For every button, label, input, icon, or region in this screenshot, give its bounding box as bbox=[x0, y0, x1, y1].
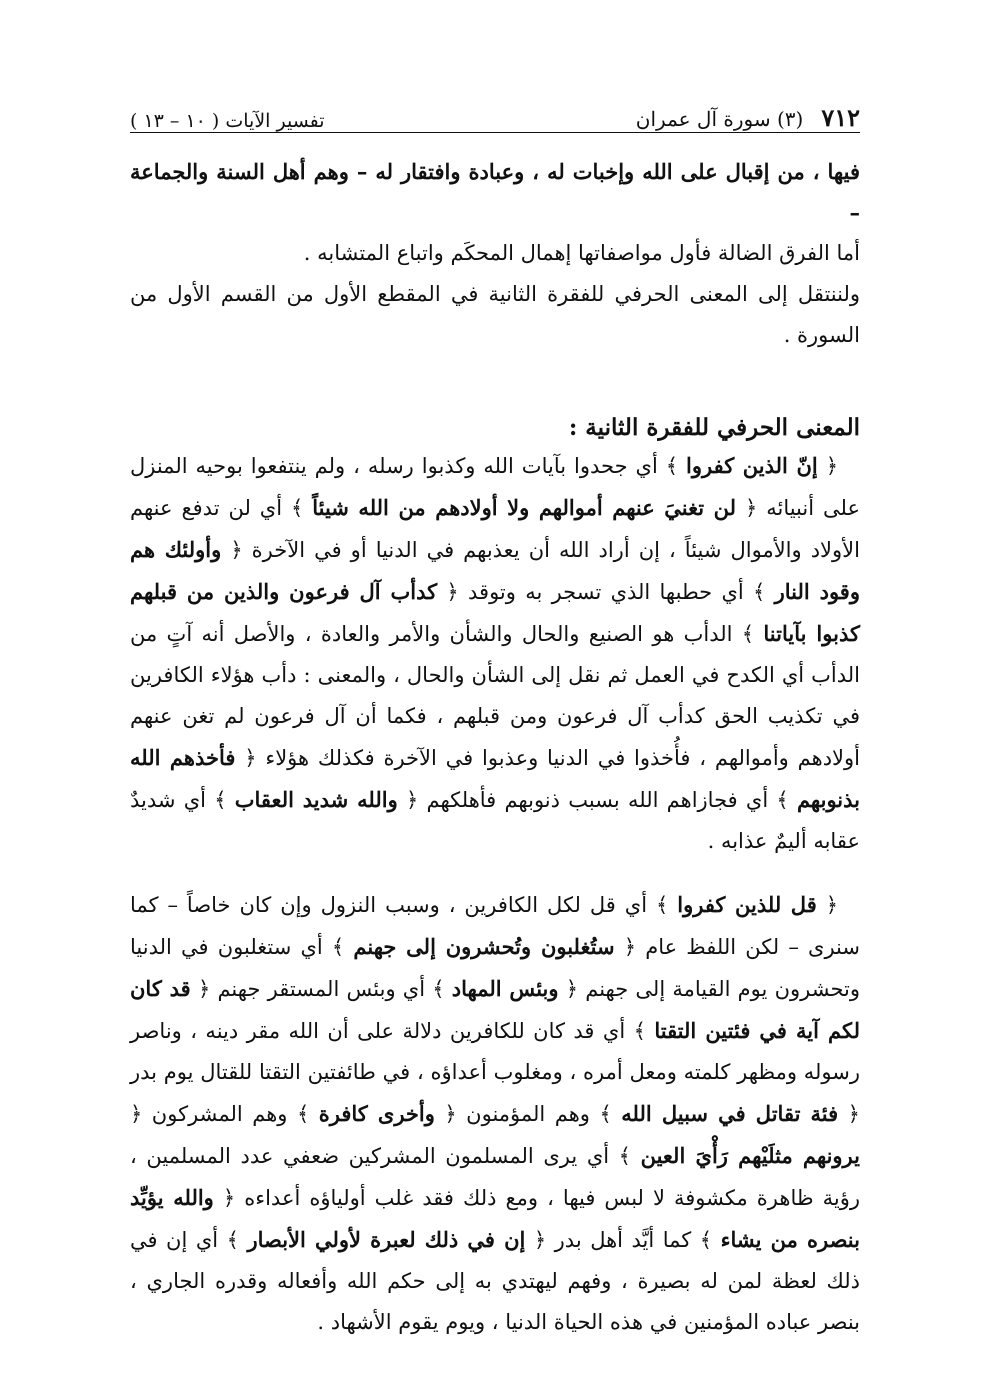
commentary-text: ﴾ كما أيَّد أهل بدر ﴿ bbox=[525, 1228, 721, 1252]
commentary-text: ﴾ الدأب هو الصنيع والحال والشأن والأمر والعادة ، والأصل أنه آتٍ من الدأب أي الكدح في العمل ثم نقل إلى الشأن والحال ، والمعنى : دأب هؤلاء الكافرين في تكذيب الحق كدأب آل فرعون ومن قبلهم ، فكما أن آل فرعون لم تغن عنهم أولادهم وأموالهم ، فأُخذوا في الدنيا وعذبوا في الآخرة فكذلك هؤلاء ﴿ bbox=[130, 622, 860, 770]
surah-title: (٣) سورة آل عمران bbox=[635, 107, 804, 131]
commentary-text: ﴾ أي إن في ذلك لعظة لمن له بصيرة ، وفهم ليهتدي به إلى حكم الله وأفعاله وقدره الجاري ، بنصر عباده المؤمنين في هذه الحياة الدنيا ، ويوم يقوم الأشهاد . bbox=[130, 1228, 860, 1334]
book-page bbox=[130, 70, 860, 1350]
section-range: تفسير الآيات ( ١٠ – ١٣ ) bbox=[130, 110, 325, 132]
quran-verse-text: يرونهم مثلَيْهم رَأْيَ العين bbox=[640, 1143, 860, 1168]
commentary-text: ﴿ bbox=[816, 893, 838, 917]
commentary-text: ﴾ أي جحدوا بآيات الله وكذبوا رسله ، ولم ينتفعوا بوحيه المنزل على أنبيائه ﴿ bbox=[130, 454, 860, 520]
quran-verse-text: فئة تقاتل في سبيل الله bbox=[621, 1101, 839, 1126]
quran-verse-text: وأولئك هم وقود النار bbox=[130, 537, 860, 604]
commentary-text: ﴾ أي فجازاهم الله بسبب ذنوبهم فأهلكهم ﴿ bbox=[397, 788, 797, 812]
commentary-text: ﴿ bbox=[817, 454, 838, 478]
page-number: ٧١٢ bbox=[821, 103, 860, 132]
section-heading: المعنى الحرفي للفقرة الثانية : bbox=[568, 414, 860, 441]
commentary-text: ﴾ أي حطبها الذي تسجر به وتوقد ﴿ bbox=[437, 580, 775, 604]
commentary-text: ﴾ وهم المشركون ﴿ bbox=[130, 1102, 319, 1126]
quran-verse-text: قد كان لكم آية في فئتين التقتا bbox=[130, 976, 860, 1043]
intro-line-2: أما الفرق الضالة فأول مواصفاتها إهمال المحكَم واتباع المتشابه . bbox=[303, 241, 860, 265]
commentary-text: ﴾ أي ستغلبون في الدنيا وتحشرون يوم القيامة إلى جهنم ﴿ bbox=[130, 935, 860, 1001]
quran-verse-text: والله يؤيِّد بنصره من يشاء bbox=[130, 1185, 860, 1252]
commentary-text: ﴾ وهم المؤمنون ﴿ bbox=[434, 1102, 622, 1126]
quran-verse-text: والله شديد العقاب bbox=[234, 787, 398, 812]
paragraph-gap bbox=[130, 862, 860, 884]
quran-verse-text: ستُغلبون وتُحشرون إلى جهنم bbox=[353, 934, 615, 959]
commentary-text: ﴾ أي يرى المسلمون المشركين ضعفي عدد المسلمين ، رؤية ظاهرة مكشوفة لا لبس فيها ، ومع ذلك فقد غلب أولياؤه أعداءه ﴿ bbox=[130, 1144, 860, 1210]
quran-verse-text: قل للذين كفروا bbox=[677, 892, 817, 917]
intro-line-1: فيها ، من إقبال على الله وإخبات له ، وعبادة وافتقار له – وهم أهل السنة والجماعة – bbox=[130, 159, 860, 225]
quran-verse-text: وبئس المهاد bbox=[451, 976, 559, 1001]
commentary-text: ﴾ أي قد كان للكافرين دلالة على أن الله مقر دينه ، وناصر رسوله ومظهر كلمته ومعل أمره ، ومغلوب أعداؤه ، في طائفتين التقتا للقتال يوم بدر ﴿ bbox=[130, 1019, 860, 1126]
commentary-paragraph-1 bbox=[130, 445, 860, 862]
quran-verse-text: إنّ الذين كفروا bbox=[686, 453, 818, 478]
quran-verse-text: لن تغنيَ عنهم أموالهم ولا أولادهم من الله شيئاً bbox=[312, 495, 737, 520]
quran-verse-text: فأخذهم الله بذنوبهم bbox=[130, 745, 861, 812]
intro-block bbox=[130, 151, 860, 356]
quran-verse-text: وأخرى كافرة bbox=[318, 1101, 435, 1126]
commentary-text: ﴾ أي وبئس المستقر جهنم ﴿ bbox=[190, 977, 452, 1001]
commentary-text: ﴾ أي لن تدفع عنهم الأولاد والأموال شيئاً ، إن أراد الله أن يعذبهم في الدنيا أو في الآخرة ﴿ bbox=[130, 496, 860, 562]
quran-verse-text: إن في ذلك لعبرة لأولي الأبصار bbox=[247, 1227, 526, 1252]
running-header bbox=[130, 70, 860, 133]
commentary-text: ﴾ أي قل لكل الكافرين ، وسبب النزول وإن كان خاصاً – كما سنرى – لكن اللفظ عام ﴿ bbox=[130, 893, 860, 959]
commentary-paragraph-2 bbox=[130, 884, 860, 1343]
quran-verse-text: كدأب آل فرعون والذين من قبلهم كذبوا بآياتنا bbox=[130, 579, 860, 646]
intro-line-3: ولننتقل إلى المعنى الحرفي للفقرة الثانية في المقطع الأول من القسم الأول من السورة . bbox=[130, 282, 860, 347]
header-right bbox=[636, 103, 860, 132]
commentary-text: ﴾ أي شديدٌ عقابه أليمٌ عذابه . bbox=[130, 788, 860, 853]
